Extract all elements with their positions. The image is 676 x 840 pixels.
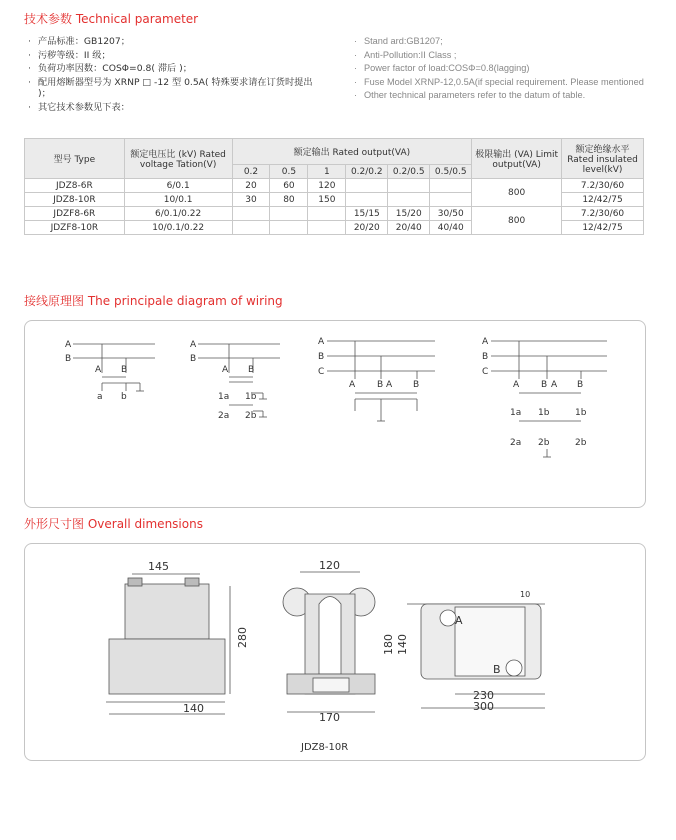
cell-ratio: 10/0.1 <box>124 193 232 207</box>
label-B: B <box>121 365 128 375</box>
label-A: A <box>482 337 489 347</box>
tech-item-en: · Stand ard:GB1207; <box>352 36 652 48</box>
table-row <box>25 207 644 221</box>
cell-output <box>308 221 346 235</box>
cell-output: 30/50 <box>430 207 472 221</box>
wiring-title-cn: 接线原理图 <box>24 294 85 308</box>
cell-output <box>232 221 270 235</box>
wiring-diagram-4 <box>482 337 607 457</box>
tech-title-en: Technical parameter <box>75 12 199 26</box>
label-1b: 1b <box>245 392 257 402</box>
label-A: A <box>318 337 325 347</box>
label-A: A <box>190 340 197 350</box>
cell-output: 150 <box>308 193 346 207</box>
terminal-b-label: B <box>493 663 501 676</box>
th-voltage: 额定电压比 (kV) Rated voltage Tation(V) <box>124 139 232 179</box>
cell-output <box>232 207 270 221</box>
tech-item-en: · Other technical parameters refer to the datum of table. <box>352 90 652 102</box>
cell-ratio: 10/0.1/0.22 <box>124 221 232 235</box>
tech-item-cn: · 污秽等级：II 级； <box>26 50 326 62</box>
wiring-diagram-2 <box>190 340 280 421</box>
tech-item-en: · Fuse Model XRNP-12,0.5A(if special requirement. Please mentioned <box>352 77 652 89</box>
label-a: a <box>97 392 103 402</box>
wiring-diagram-1 <box>65 340 155 402</box>
cell-output <box>346 193 388 207</box>
wiring-panel <box>24 320 646 508</box>
cell-output <box>430 179 472 193</box>
cell-output <box>308 207 346 221</box>
cell-output: 60 <box>270 179 308 193</box>
th-output: 额定输出 Rated output(VA) <box>232 139 472 165</box>
tech-item-en: · Power factor of load:COSΦ=0.8(lagging) <box>352 63 652 75</box>
cell-output: 30 <box>232 193 270 207</box>
label-2b: 2b <box>245 411 257 421</box>
label-C: C <box>318 367 325 377</box>
label-B: B <box>190 354 197 364</box>
cell-output <box>270 221 308 235</box>
dim-plan-small: 10 <box>520 590 531 599</box>
label-A: A <box>513 380 520 390</box>
th-model: 型号 Type <box>25 139 125 179</box>
dim-side-w-bottom: 170 <box>319 711 340 724</box>
th-limit: 极限输出 (VA) Limit output(VA) <box>472 139 562 179</box>
cell-output <box>388 179 430 193</box>
cell-model: JDZ8-10R <box>25 193 125 207</box>
cell-insul: 12/42/75 <box>562 193 644 207</box>
label-1a: 1a <box>218 392 230 402</box>
cell-insul: 12/42/75 <box>562 221 644 235</box>
cell-limit: 800 <box>472 179 562 207</box>
label-2a: 2a <box>510 438 522 448</box>
dim-plan-h1: 180 <box>382 634 395 655</box>
label-B: B <box>65 354 72 364</box>
tech-section-title <box>24 10 198 27</box>
wiring-section-title <box>24 292 283 309</box>
label-A: A <box>65 340 72 350</box>
side-view-drawing <box>283 559 375 753</box>
label-B: B <box>413 380 420 390</box>
cell-model: JDZF8-10R <box>25 221 125 235</box>
label-B: B <box>482 352 489 362</box>
label-A: A <box>386 380 393 390</box>
label-B: B <box>377 380 384 390</box>
cell-model: JDZ8-6R <box>25 179 125 193</box>
label-1b: 1b <box>538 408 550 418</box>
cell-output: 15/20 <box>388 207 430 221</box>
label-A: A <box>95 365 102 375</box>
spec-table <box>24 138 644 235</box>
dim-plan-h2: 140 <box>396 634 409 655</box>
cell-insul: 7.2/30/60 <box>562 207 644 221</box>
dims-section-title <box>24 515 203 532</box>
cell-model: JDZF8-6R <box>25 207 125 221</box>
label-1b: 1b <box>575 408 587 418</box>
dims-title-cn: 外形尺寸图 <box>24 517 85 531</box>
dim-front-w-top: 145 <box>148 560 169 573</box>
cell-ratio: 6/0.1 <box>124 179 232 193</box>
th-sub: 0.5/0.5 <box>430 165 472 179</box>
tech-item-cn: · 其它技术参数见下表： <box>26 102 326 114</box>
label-b: b <box>121 392 127 402</box>
table-row <box>25 179 644 193</box>
cell-output: 120 <box>308 179 346 193</box>
cell-output <box>388 193 430 207</box>
dims-title-en: Overall dimensions <box>87 517 203 531</box>
wiring-diagram-3 <box>318 337 435 421</box>
tech-list-cn <box>26 36 326 115</box>
tech-item-en: · Anti-Pollution:II Class ; <box>352 50 652 62</box>
cell-output: 15/15 <box>346 207 388 221</box>
wiring-title-en: The principale diagram of wiring <box>87 294 283 308</box>
th-sub: 0.5 <box>270 165 308 179</box>
drawing-caption: JDZ8-10R <box>301 742 349 753</box>
label-A: A <box>222 365 229 375</box>
tech-list-en <box>352 36 652 104</box>
th-sub: 1 <box>308 165 346 179</box>
cell-output <box>430 193 472 207</box>
label-B: B <box>577 380 584 390</box>
cell-output: 20/40 <box>388 221 430 235</box>
front-view-drawing <box>106 560 249 715</box>
th-sub: 0.2 <box>232 165 270 179</box>
tech-item-cn: · 配用熔断器型号为 XRNP □ -12 型 0.5A( 特殊要求请在订货时提出 )； <box>26 77 326 100</box>
label-B: B <box>248 365 255 375</box>
label-C: C <box>482 367 489 377</box>
cell-output: 20 <box>232 179 270 193</box>
dim-side-w-top: 120 <box>319 559 340 572</box>
label-1a: 1a <box>510 408 522 418</box>
cell-output: 80 <box>270 193 308 207</box>
tech-item-cn: · 负荷功率因数：COSΦ=0.8( 滞后 )； <box>26 63 326 75</box>
th-sub: 0.2/0.5 <box>388 165 430 179</box>
cell-limit: 800 <box>472 207 562 235</box>
tech-title-cn: 技术参数 <box>24 12 73 26</box>
dim-plan-w1: 230 <box>473 689 494 702</box>
cell-insul: 7.2/30/60 <box>562 179 644 193</box>
cell-ratio: 6/0.1/0.22 <box>124 207 232 221</box>
cell-output <box>346 179 388 193</box>
plan-view-drawing <box>382 590 545 713</box>
cell-output: 40/40 <box>430 221 472 235</box>
tech-item-cn: · 产品标准：GB1207； <box>26 36 326 48</box>
th-sub: 0.2/0.2 <box>346 165 388 179</box>
label-B: B <box>541 380 548 390</box>
dim-front-w-bottom: 140 <box>183 702 204 715</box>
th-insul: 额定绝缘水平 Rated insulated level(kV) <box>562 139 644 179</box>
label-2b: 2b <box>575 438 587 448</box>
dim-front-h: 280 <box>236 627 249 648</box>
label-B: B <box>318 352 325 362</box>
dim-plan-w2: 300 <box>473 700 494 713</box>
label-A: A <box>551 380 558 390</box>
dims-panel <box>24 543 646 761</box>
label-2a: 2a <box>218 411 230 421</box>
cell-output: 20/20 <box>346 221 388 235</box>
label-A: A <box>349 380 356 390</box>
terminal-a-label: A <box>455 614 463 627</box>
label-2b: 2b <box>538 438 550 448</box>
cell-output <box>270 207 308 221</box>
